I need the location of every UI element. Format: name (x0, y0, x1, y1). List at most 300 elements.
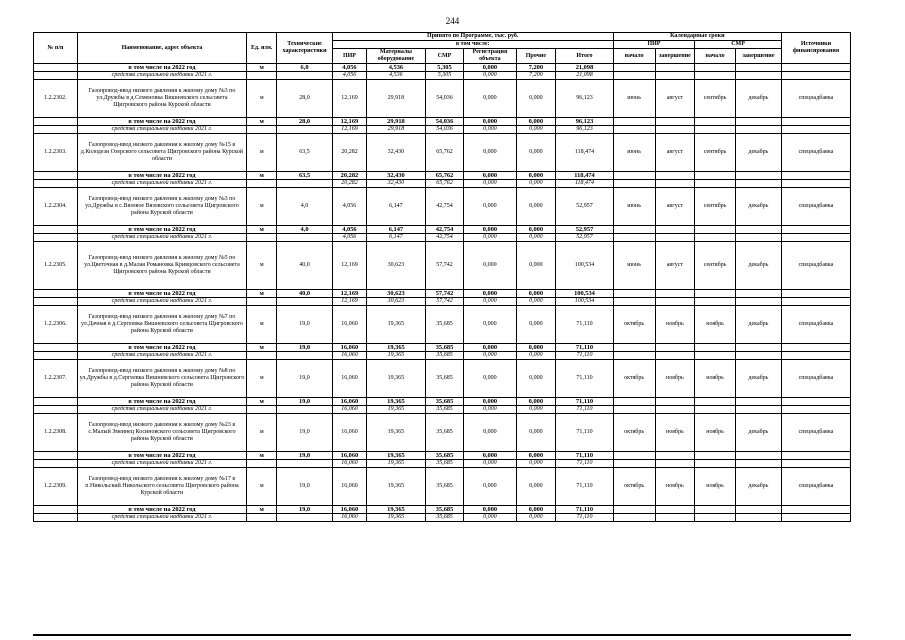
unit-cell (247, 72, 277, 80)
total-cell: 21,098 (556, 72, 614, 80)
empty-cell (735, 72, 781, 80)
smr-end-cell: декабрь (735, 188, 781, 226)
empty-cell (735, 298, 781, 306)
num-cell (34, 180, 78, 188)
empty-cell (695, 398, 736, 406)
reg-cell: 0,000 (464, 242, 516, 290)
total-cell: 52,957 (556, 226, 614, 234)
reg-cell: 0,000 (464, 118, 516, 126)
num-cell (34, 506, 78, 514)
reg-cell: 0,000 (464, 406, 516, 414)
subtotal-row (34, 506, 851, 514)
pir-cell: 16,060 (332, 514, 366, 522)
num-cell (34, 460, 78, 468)
pir-start-cell: октябрь (613, 414, 655, 452)
reg-cell: 0,000 (464, 452, 516, 460)
pir-cell: 16,060 (332, 344, 366, 352)
smr-start-cell: ноябрь (695, 306, 736, 344)
special-row (34, 406, 851, 414)
smr-cell: 35,685 (425, 398, 464, 406)
tech-cell (277, 406, 332, 414)
empty-cell (735, 234, 781, 242)
empty-cell (781, 406, 850, 414)
header-total: Итого (556, 49, 614, 64)
unit-cell (247, 180, 277, 188)
subtotal-row (34, 172, 851, 180)
reg-cell: 0,000 (464, 468, 516, 506)
object-name: Газопровод-ввод низкого давления к жилому дому №17 в п.Никольский Никольского сельсовета Щигровского района Курской области (77, 468, 246, 506)
reg-cell: 0,000 (464, 414, 516, 452)
row-label: в том числе на 2022 год (77, 172, 246, 180)
other-cell: 0,000 (516, 360, 556, 398)
total-cell: 71,110 (556, 468, 614, 506)
other-cell: 0,000 (516, 234, 556, 242)
pir-cell: 16,060 (332, 468, 366, 506)
empty-cell (655, 344, 695, 352)
empty-cell (613, 126, 655, 134)
empty-cell (655, 452, 695, 460)
other-cell: 0,000 (516, 180, 556, 188)
smr-end-cell: декабрь (735, 80, 781, 118)
smr-cell: 65,762 (425, 172, 464, 180)
header-tech: Технические характеристики (277, 33, 332, 64)
reg-cell: 0,000 (464, 352, 516, 360)
empty-cell (735, 506, 781, 514)
other-cell: 0,000 (516, 398, 556, 406)
row-label: в том числе на 2022 год (77, 398, 246, 406)
object-name: Газопровод-ввод низкого давления к жилому дому №3 по ул.Дружбы в с.Вязовое Вязовского сельсовета Щигровского района Курской области (77, 188, 246, 226)
empty-cell (613, 72, 655, 80)
source-cell: спецнадбавка (781, 134, 850, 172)
pir-cell: 4,056 (332, 226, 366, 234)
unit-cell: м (247, 242, 277, 290)
total-cell: 71,110 (556, 460, 614, 468)
smr-end-cell: декабрь (735, 360, 781, 398)
object-number: 1.2.2308. (34, 414, 78, 452)
total-cell: 71,110 (556, 452, 614, 460)
unit-cell: м (247, 306, 277, 344)
empty-cell (655, 290, 695, 298)
empty-cell (655, 172, 695, 180)
object-name: Газопровод-ввод низкого давления к жилому дому №7 по ул.Дачная в д.Сергеевка Вишневского сельсовета Щигровского района Курской области (77, 306, 246, 344)
source-cell: спецнадбавка (781, 468, 850, 506)
num-cell (34, 352, 78, 360)
header-num: № п/п (34, 33, 78, 64)
reg-cell: 0,000 (464, 188, 516, 226)
header-pir: ПИР (332, 49, 366, 64)
smr-start-cell: сентябрь (695, 80, 736, 118)
tech-cell: 19,0 (277, 452, 332, 460)
header-reg: Регистрация объекта (464, 49, 516, 64)
empty-cell (735, 290, 781, 298)
reg-cell: 0,000 (464, 180, 516, 188)
reg-cell: 0,000 (464, 134, 516, 172)
subtotal-row (34, 64, 851, 72)
empty-cell (655, 460, 695, 468)
row-label: средства специальной надбавки 2021 г. (77, 514, 246, 522)
total-cell: 71,110 (556, 344, 614, 352)
tech-cell (277, 126, 332, 134)
empty-cell (613, 180, 655, 188)
total-cell: 118,474 (556, 180, 614, 188)
total-cell: 96,123 (556, 80, 614, 118)
num-cell (34, 64, 78, 72)
table-header (34, 33, 851, 64)
empty-cell (613, 406, 655, 414)
empty-cell (613, 64, 655, 72)
mat-cell: 19,365 (367, 468, 425, 506)
unit-cell (247, 514, 277, 522)
total-cell: 52,957 (556, 188, 614, 226)
special-row (34, 180, 851, 188)
pir-end-cell: ноябрь (655, 306, 695, 344)
empty-cell (781, 226, 850, 234)
pir-cell: 16,060 (332, 398, 366, 406)
smr-cell: 54,036 (425, 80, 464, 118)
smr-cell: 57,742 (425, 298, 464, 306)
mat-cell: 19,365 (367, 352, 425, 360)
pir-cell: 4,056 (332, 234, 366, 242)
tech-cell: 63,5 (277, 134, 332, 172)
tech-cell: 19,0 (277, 360, 332, 398)
reg-cell: 0,000 (464, 360, 516, 398)
other-cell: 0,000 (516, 514, 556, 522)
smr-start-cell: сентябрь (695, 242, 736, 290)
tech-cell: 6,0 (277, 64, 332, 72)
row-label: в том числе на 2022 год (77, 344, 246, 352)
empty-cell (781, 172, 850, 180)
pir-cell: 12,169 (332, 290, 366, 298)
mat-cell: 29,918 (367, 80, 425, 118)
smr-start-cell: ноябрь (695, 414, 736, 452)
unit-cell: м (247, 344, 277, 352)
row-label: средства специальной надбавки 2021 г. (77, 460, 246, 468)
empty-cell (655, 514, 695, 522)
tech-cell: 19,0 (277, 468, 332, 506)
other-cell: 0,000 (516, 406, 556, 414)
empty-cell (695, 406, 736, 414)
special-row (34, 126, 851, 134)
empty-cell (735, 64, 781, 72)
tech-cell: 40,0 (277, 242, 332, 290)
empty-cell (655, 126, 695, 134)
pir-cell: 16,060 (332, 306, 366, 344)
other-cell: 7,200 (516, 64, 556, 72)
pir-end-cell: август (655, 80, 695, 118)
empty-cell (735, 406, 781, 414)
object-row (34, 134, 851, 172)
special-row (34, 234, 851, 242)
tech-cell: 19,0 (277, 306, 332, 344)
empty-cell (735, 460, 781, 468)
other-cell: 0,000 (516, 298, 556, 306)
mat-cell: 32,430 (367, 172, 425, 180)
smr-cell: 42,754 (425, 226, 464, 234)
tech-cell: 4,0 (277, 226, 332, 234)
other-cell: 0,000 (516, 290, 556, 298)
tech-cell (277, 514, 332, 522)
header-smr-start: начало (695, 49, 736, 64)
empty-cell (735, 352, 781, 360)
total-cell: 100,534 (556, 242, 614, 290)
empty-cell (695, 72, 736, 80)
empty-cell (781, 460, 850, 468)
other-cell: 0,000 (516, 118, 556, 126)
empty-cell (695, 226, 736, 234)
num-cell (34, 290, 78, 298)
bottom-rule (33, 634, 851, 636)
total-cell: 71,110 (556, 352, 614, 360)
tech-cell: 4,0 (277, 188, 332, 226)
other-cell: 0,000 (516, 352, 556, 360)
smr-end-cell: декабрь (735, 306, 781, 344)
smr-cell: 35,685 (425, 460, 464, 468)
pir-cell: 4,056 (332, 72, 366, 80)
smr-cell: 65,762 (425, 134, 464, 172)
mat-cell: 32,430 (367, 134, 425, 172)
empty-cell (613, 344, 655, 352)
pir-cell: 16,060 (332, 452, 366, 460)
unit-cell (247, 406, 277, 414)
empty-cell (735, 452, 781, 460)
unit-cell (247, 352, 277, 360)
total-cell: 96,123 (556, 118, 614, 126)
smr-cell: 35,685 (425, 360, 464, 398)
program-table (33, 32, 851, 522)
smr-cell: 35,685 (425, 406, 464, 414)
object-number: 1.2.2305. (34, 242, 78, 290)
header-materials: Материалы оборудование (367, 49, 425, 64)
total-cell: 96,123 (556, 126, 614, 134)
header-incl: в том числе: (332, 41, 613, 49)
reg-cell: 0,000 (464, 460, 516, 468)
empty-cell (655, 72, 695, 80)
empty-cell (781, 398, 850, 406)
empty-cell (781, 452, 850, 460)
source-cell: спецнадбавка (781, 360, 850, 398)
num-cell (34, 226, 78, 234)
empty-cell (613, 506, 655, 514)
object-name: Газопровод-ввод низкого давления к жилому дому №3 по ул.Дружбы в д.Семеновка Вишневского сельсовета Щигровского района Курской области (77, 80, 246, 118)
header-cal-smr: СМР (695, 41, 782, 49)
num-cell (34, 234, 78, 242)
header-cal-pir: ПИР (613, 41, 694, 49)
empty-cell (613, 290, 655, 298)
empty-cell (655, 298, 695, 306)
tech-cell: 28,0 (277, 118, 332, 126)
unit-cell: м (247, 118, 277, 126)
empty-cell (613, 172, 655, 180)
other-cell: 0,000 (516, 460, 556, 468)
row-label: средства специальной надбавки 2021 г. (77, 352, 246, 360)
object-name: Газопровод-ввод низкого давления к жилому дому №15 в д.Колодези Озерского сельсовета Щигровского района Курской области (77, 134, 246, 172)
smr-end-cell: декабрь (735, 134, 781, 172)
unit-cell: м (247, 398, 277, 406)
empty-cell (781, 514, 850, 522)
smr-cell: 35,685 (425, 306, 464, 344)
reg-cell: 0,000 (464, 126, 516, 134)
reg-cell: 0,000 (464, 398, 516, 406)
mat-cell: 29,918 (367, 126, 425, 134)
subtotal-row (34, 398, 851, 406)
header-source: Источники финансирования (781, 33, 850, 64)
unit-cell: м (247, 360, 277, 398)
smr-cell: 35,685 (425, 414, 464, 452)
empty-cell (781, 118, 850, 126)
pir-end-cell: ноябрь (655, 468, 695, 506)
other-cell: 0,000 (516, 414, 556, 452)
object-number: 1.2.2307. (34, 360, 78, 398)
object-number: 1.2.2306. (34, 306, 78, 344)
empty-cell (781, 64, 850, 72)
other-cell: 0,000 (516, 506, 556, 514)
pir-cell: 12,169 (332, 298, 366, 306)
smr-cell: 35,685 (425, 352, 464, 360)
subtotal-row (34, 344, 851, 352)
total-cell: 118,474 (556, 134, 614, 172)
empty-cell (781, 344, 850, 352)
empty-cell (655, 118, 695, 126)
header-accepted: Принято по Программе, тыс. руб. (332, 33, 613, 41)
header-name: Наименование, адрес объекта (77, 33, 246, 64)
object-name: Газопровод-ввод низкого давления к жилому дому №23 в с.Малый Змеинец Косиновского сельсовета Щигровского района Курской области (77, 414, 246, 452)
smr-cell: 35,685 (425, 344, 464, 352)
reg-cell: 0,000 (464, 298, 516, 306)
empty-cell (695, 172, 736, 180)
reg-cell: 0,000 (464, 172, 516, 180)
empty-cell (781, 298, 850, 306)
row-label: в том числе на 2022 год (77, 118, 246, 126)
row-label: средства специальной надбавки 2021 г. (77, 180, 246, 188)
reg-cell: 0,000 (464, 306, 516, 344)
pir-start-cell: июнь (613, 242, 655, 290)
unit-cell (247, 234, 277, 242)
pir-cell: 20,282 (332, 172, 366, 180)
empty-cell (613, 352, 655, 360)
header-smr-end: завершение (735, 49, 781, 64)
subtotal-row (34, 226, 851, 234)
empty-cell (781, 290, 850, 298)
empty-cell (695, 506, 736, 514)
unit-cell: м (247, 506, 277, 514)
source-cell: спецнадбавка (781, 414, 850, 452)
tech-cell: 19,0 (277, 398, 332, 406)
other-cell: 0,000 (516, 452, 556, 460)
special-row (34, 72, 851, 80)
empty-cell (613, 460, 655, 468)
pir-start-cell: октябрь (613, 468, 655, 506)
header-smr: СМР (425, 49, 464, 64)
smr-cell: 42,754 (425, 234, 464, 242)
smr-cell: 42,754 (425, 188, 464, 226)
total-cell: 100,534 (556, 298, 614, 306)
empty-cell (613, 398, 655, 406)
empty-cell (695, 290, 736, 298)
empty-cell (781, 126, 850, 134)
empty-cell (695, 118, 736, 126)
num-cell (34, 406, 78, 414)
row-label: в том числе на 2022 год (77, 226, 246, 234)
reg-cell: 0,000 (464, 64, 516, 72)
smr-cell: 57,742 (425, 242, 464, 290)
smr-cell: 35,685 (425, 468, 464, 506)
empty-cell (695, 460, 736, 468)
pir-start-cell: июнь (613, 80, 655, 118)
empty-cell (695, 344, 736, 352)
smr-end-cell: декабрь (735, 468, 781, 506)
pir-start-cell: октябрь (613, 360, 655, 398)
smr-start-cell: ноябрь (695, 468, 736, 506)
empty-cell (695, 180, 736, 188)
pir-start-cell: июнь (613, 134, 655, 172)
tech-cell: 19,0 (277, 414, 332, 452)
smr-cell: 65,762 (425, 180, 464, 188)
reg-cell: 0,000 (464, 344, 516, 352)
num-cell (34, 126, 78, 134)
smr-cell: 54,036 (425, 118, 464, 126)
unit-cell: м (247, 172, 277, 180)
object-number: 1.2.2304. (34, 188, 78, 226)
unit-cell: м (247, 290, 277, 298)
tech-cell (277, 352, 332, 360)
empty-cell (781, 234, 850, 242)
num-cell (34, 172, 78, 180)
source-cell: спецнадбавка (781, 242, 850, 290)
header-pir-end: завершение (655, 49, 695, 64)
row-label: в том числе на 2022 год (77, 506, 246, 514)
empty-cell (655, 398, 695, 406)
empty-cell (655, 352, 695, 360)
other-cell: 0,000 (516, 242, 556, 290)
empty-cell (735, 118, 781, 126)
total-cell: 21,098 (556, 64, 614, 72)
total-cell: 71,110 (556, 414, 614, 452)
tech-cell: 40,0 (277, 290, 332, 298)
total-cell: 71,110 (556, 360, 614, 398)
empty-cell (613, 514, 655, 522)
smr-cell: 5,305 (425, 64, 464, 72)
pir-cell: 12,169 (332, 242, 366, 290)
smr-start-cell: сентябрь (695, 134, 736, 172)
source-cell: спецнадбавка (781, 188, 850, 226)
smr-cell: 35,685 (425, 452, 464, 460)
other-cell: 7,200 (516, 72, 556, 80)
page-number: 244 (445, 16, 460, 26)
header-pir-start: начало (613, 49, 655, 64)
mat-cell: 30,623 (367, 290, 425, 298)
source-cell: спецнадбавка (781, 306, 850, 344)
other-cell: 0,000 (516, 226, 556, 234)
unit-cell: м (247, 452, 277, 460)
object-row (34, 414, 851, 452)
row-label: средства специальной надбавки 2021 г. (77, 298, 246, 306)
pir-cell: 12,169 (332, 80, 366, 118)
pir-start-cell: июнь (613, 188, 655, 226)
header-other: Прочие (516, 49, 556, 64)
object-row (34, 188, 851, 226)
empty-cell (655, 406, 695, 414)
mat-cell: 4,536 (367, 64, 425, 72)
reg-cell: 0,000 (464, 226, 516, 234)
empty-cell (735, 180, 781, 188)
total-cell: 71,110 (556, 514, 614, 522)
empty-cell (613, 226, 655, 234)
mat-cell: 19,365 (367, 406, 425, 414)
mat-cell: 19,365 (367, 460, 425, 468)
unit-cell: м (247, 64, 277, 72)
other-cell: 0,000 (516, 80, 556, 118)
pir-start-cell: октябрь (613, 306, 655, 344)
